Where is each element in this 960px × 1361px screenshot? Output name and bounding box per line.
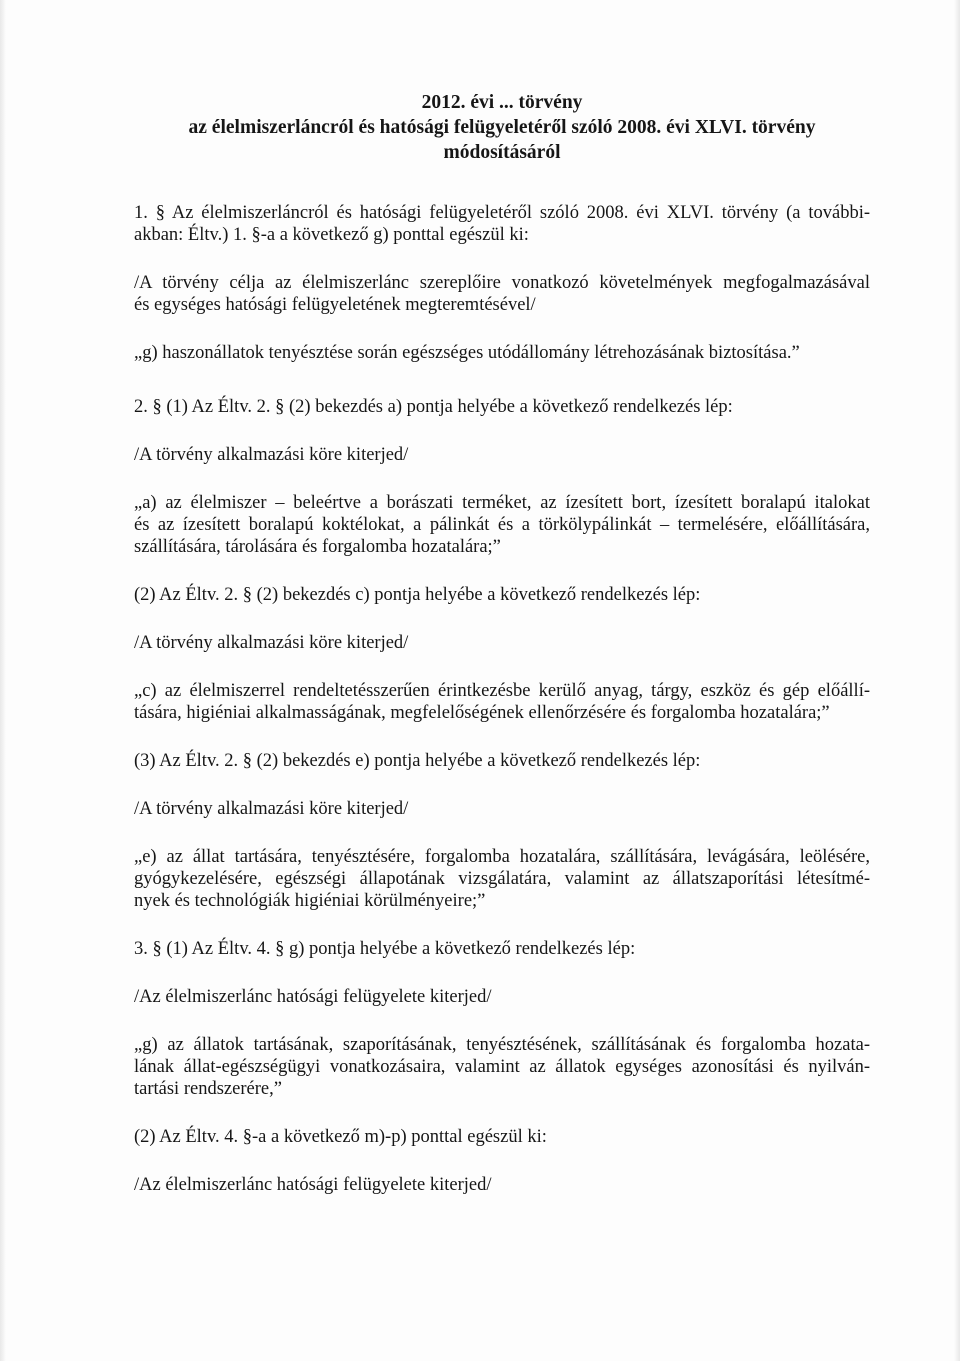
text-line: /Az élelmiszerlánc hatósági felügyelete kiterjed/ [134, 987, 492, 1007]
text-line: /A törvény alkalmazási köre kiterjed/ [134, 633, 409, 653]
paragraph-amendment-a [134, 492, 870, 558]
text-line: (2) Az Éltv. 2. § (2) bekezdés c) pontja helyébe a következő rendelkezés lép: [134, 585, 701, 605]
text-line: /A törvény alkalmazási köre kiterjed/ [134, 799, 409, 819]
text-line: „c) az élelmiszerrel rendeltetésszerűen érintkezésbe kerülő anyag, tárgy, eszköz és gép előállí- [134, 681, 870, 701]
paragraph-context [134, 444, 870, 466]
text-line: szállítására, tárolására és forgalomba hozatalára;” [134, 537, 501, 557]
text-line: tására, higiéniai alkalmasságának, megfelelőségének ellenőrzésére és forgalomba hozatalára;” [134, 703, 830, 723]
paragraph-context [134, 632, 870, 654]
paragraph-amendment-c [134, 680, 870, 724]
paragraph-1-section [134, 202, 870, 246]
text-line: (2) Az Éltv. 4. §-a a következő m)-p) ponttal egészül ki: [134, 1127, 547, 1147]
paragraph-3-section-2 [134, 1126, 870, 1148]
text-line: akban: Éltv.) 1. §-a a következő g) ponttal egészül ki: [134, 225, 529, 245]
text-line: lának állat-egészségügyi vonatkozásaira, valamint az állatok egységes azonosítási és nyilván- [134, 1057, 870, 1077]
paragraph-context [134, 1174, 870, 1196]
text-line: „g) haszonállatok tenyésztése során egészséges utódállomány létrehozásának biztosítása.” [134, 343, 800, 363]
scan-edge-left [0, 0, 6, 1361]
paragraph-context [134, 986, 870, 1008]
text-line: nyek és technológiák higiéniai körülményeire;” [134, 891, 486, 911]
text-line: „a) az élelmiszer – beleértve a borászati terméket, az ízesített bort, ízesített boralapú italokat [134, 493, 870, 513]
paragraph-context [134, 798, 870, 820]
text-line: 1. § Az élelmiszerláncról és hatósági felügyeletéről szóló 2008. évi XLVI. törvény (a további- [134, 203, 870, 223]
text-line: 2. § (1) Az Éltv. 2. § (2) bekezdés a) pontja helyébe a következő rendelkezés lép: [134, 397, 733, 417]
document-body [134, 90, 870, 1222]
text-line: és egységes hatósági felügyeletének megteremtésével/ [134, 295, 536, 315]
text-line: gyógykezelésére, egészségi állapotának vizsgálatára, valamint az állatszaporítási létesítmé- [134, 869, 870, 889]
text-line: és az ízesített boralapú koktélokat, a pálinkát és a törkölypálinkát – termelésére, előállítására, [134, 515, 870, 535]
paragraph-amendment-g [134, 342, 870, 364]
paragraph-context [134, 272, 870, 316]
text-line: /A törvény célja az élelmiszerlánc szereplőire vonatkozó követelmények megfogalmazásával [134, 273, 870, 293]
text-line: /Az élelmiszerlánc hatósági felügyelete kiterjed/ [134, 1175, 492, 1195]
text-line: (3) Az Éltv. 2. § (2) bekezdés e) pontja helyébe a következő rendelkezés lép: [134, 751, 701, 771]
text-line: 3. § (1) Az Éltv. 4. § g) pontja helyébe a következő rendelkezés lép: [134, 939, 636, 959]
text-line: „e) az állat tartására, tenyésztésére, forgalomba hozatalára, szállítására, levágására, leölésére, [134, 847, 870, 867]
text-line: tartási rendszerére,” [134, 1079, 282, 1099]
text-line: /A törvény alkalmazási köre kiterjed/ [134, 445, 409, 465]
title-line: az élelmiszerláncról és hatósági felügyeletéről szóló 2008. évi XLVI. törvény [188, 117, 816, 138]
document-title [134, 90, 870, 165]
paragraph-amendment-g-2 [134, 1034, 870, 1100]
paragraph-2-section-1 [134, 396, 870, 418]
text-line: „g) az állatok tartásának, szaporításának, tenyésztésének, szállításának és forgalomba hozata- [134, 1035, 870, 1055]
title-line: módosításáról [443, 142, 561, 163]
paragraph-3-section-1 [134, 938, 870, 960]
scan-edge-right [954, 0, 960, 1361]
paragraph-2-section-2 [134, 584, 870, 606]
paragraph-amendment-e [134, 846, 870, 912]
title-line: 2012. évi ... törvény [421, 92, 583, 113]
paragraph-2-section-3 [134, 750, 870, 772]
